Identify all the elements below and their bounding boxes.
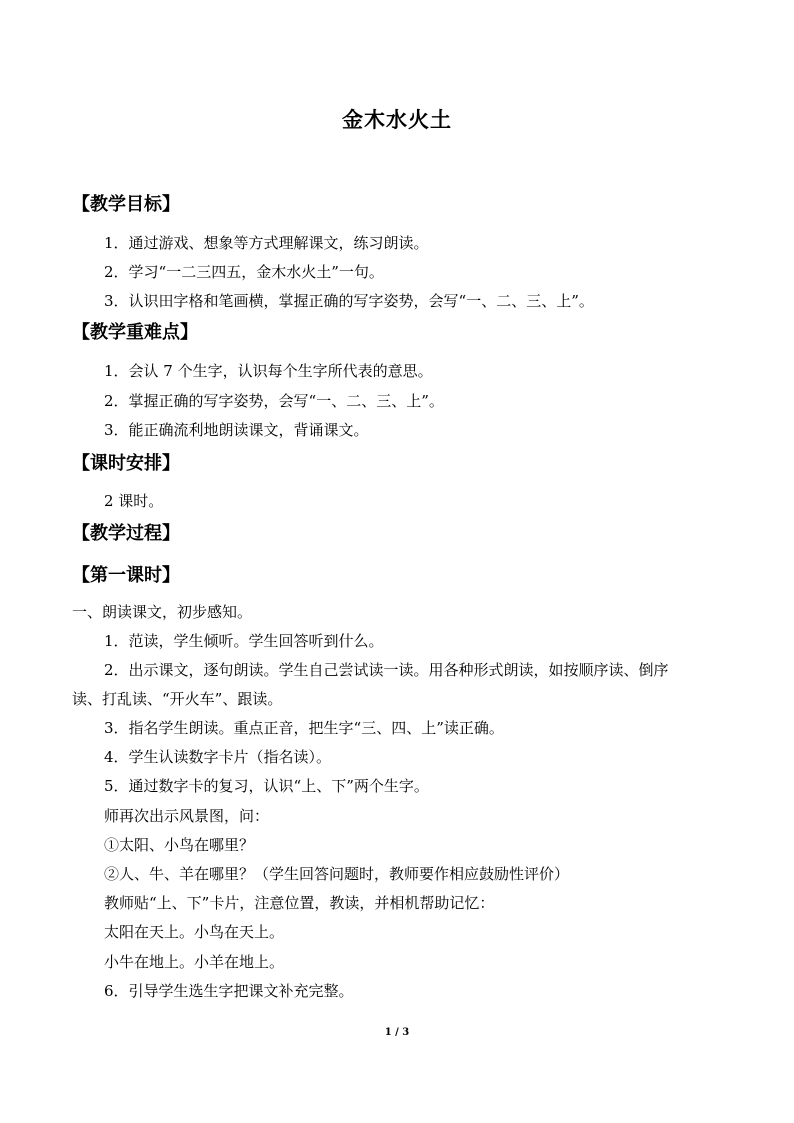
lesson-line: 读、打乱读、“开火车”、跟读。 [72,690,283,708]
key-point-item: 3．能正确流利地朗读课文，背诵课文。 [104,421,369,439]
objective-item: 3．认识田字格和笔画横，掌握正确的写字姿势，会写“一、二、三、上”。 [104,292,594,310]
page-number: 1 / 3 [384,1027,410,1038]
key-point-item: 2．掌握正确的写字姿势，会写“一、二、三、上”。 [104,392,444,410]
lesson-line: 教师贴“上、下”卡片，注意位置，教读，并相机帮助记忆： [104,894,495,912]
lesson-line: 3．指名学生朗读。重点正音，把生字“三、四、上”读正确。 [104,719,504,737]
lesson-line: 4．学生认读数字卡片（指名读）。 [104,748,332,766]
lesson-line: ①太阳、小鸟在哪里？ [104,836,255,854]
step-title: 一、朗读课文，初步感知。 [72,603,253,621]
lesson-line: 太阳在天上。小鸟在天上。 [104,923,285,941]
lesson-line: 5．通过数字卡的复习，认识“上、下”两个生字。 [104,777,429,795]
lesson-line: 1．范读，学生倾听。学生回答听到什么。 [104,632,384,650]
key-point-item: 1．会认 7 个生字，认识每个生字所代表的意思。 [104,362,433,380]
objective-item: 2．学习“一二三四五，金木水火土”一句。 [104,263,384,281]
lesson-line: 师再次出示风景图，问： [104,807,270,825]
process-heading: 【教学过程】 [72,523,180,544]
objective-item: 1．通过游戏、想象等方式理解课文，练习朗读。 [104,234,429,252]
lesson-line: ②人、牛、羊在哪里？（学生回答问题时，教师要作相应鼓励性评价） [104,865,570,883]
first-lesson-heading: 【第一课时】 [72,565,180,586]
objectives-heading: 【教学目标】 [72,194,180,215]
lesson-line: 小牛在地上。小羊在地上。 [104,953,285,971]
lesson-line: 2．出示课文，逐句朗读。学生自己尝试读一读。用各种形式朗读，如按顺序读、倒序 [104,661,669,679]
schedule-heading: 【课时安排】 [72,453,180,474]
lesson-line: 6．引导学生选生字把课文补充完整。 [104,982,354,1000]
schedule-text: 2 课时。 [104,492,164,510]
document-title: 金木水火土 [342,107,452,132]
key-points-heading: 【教学重难点】 [72,322,198,343]
